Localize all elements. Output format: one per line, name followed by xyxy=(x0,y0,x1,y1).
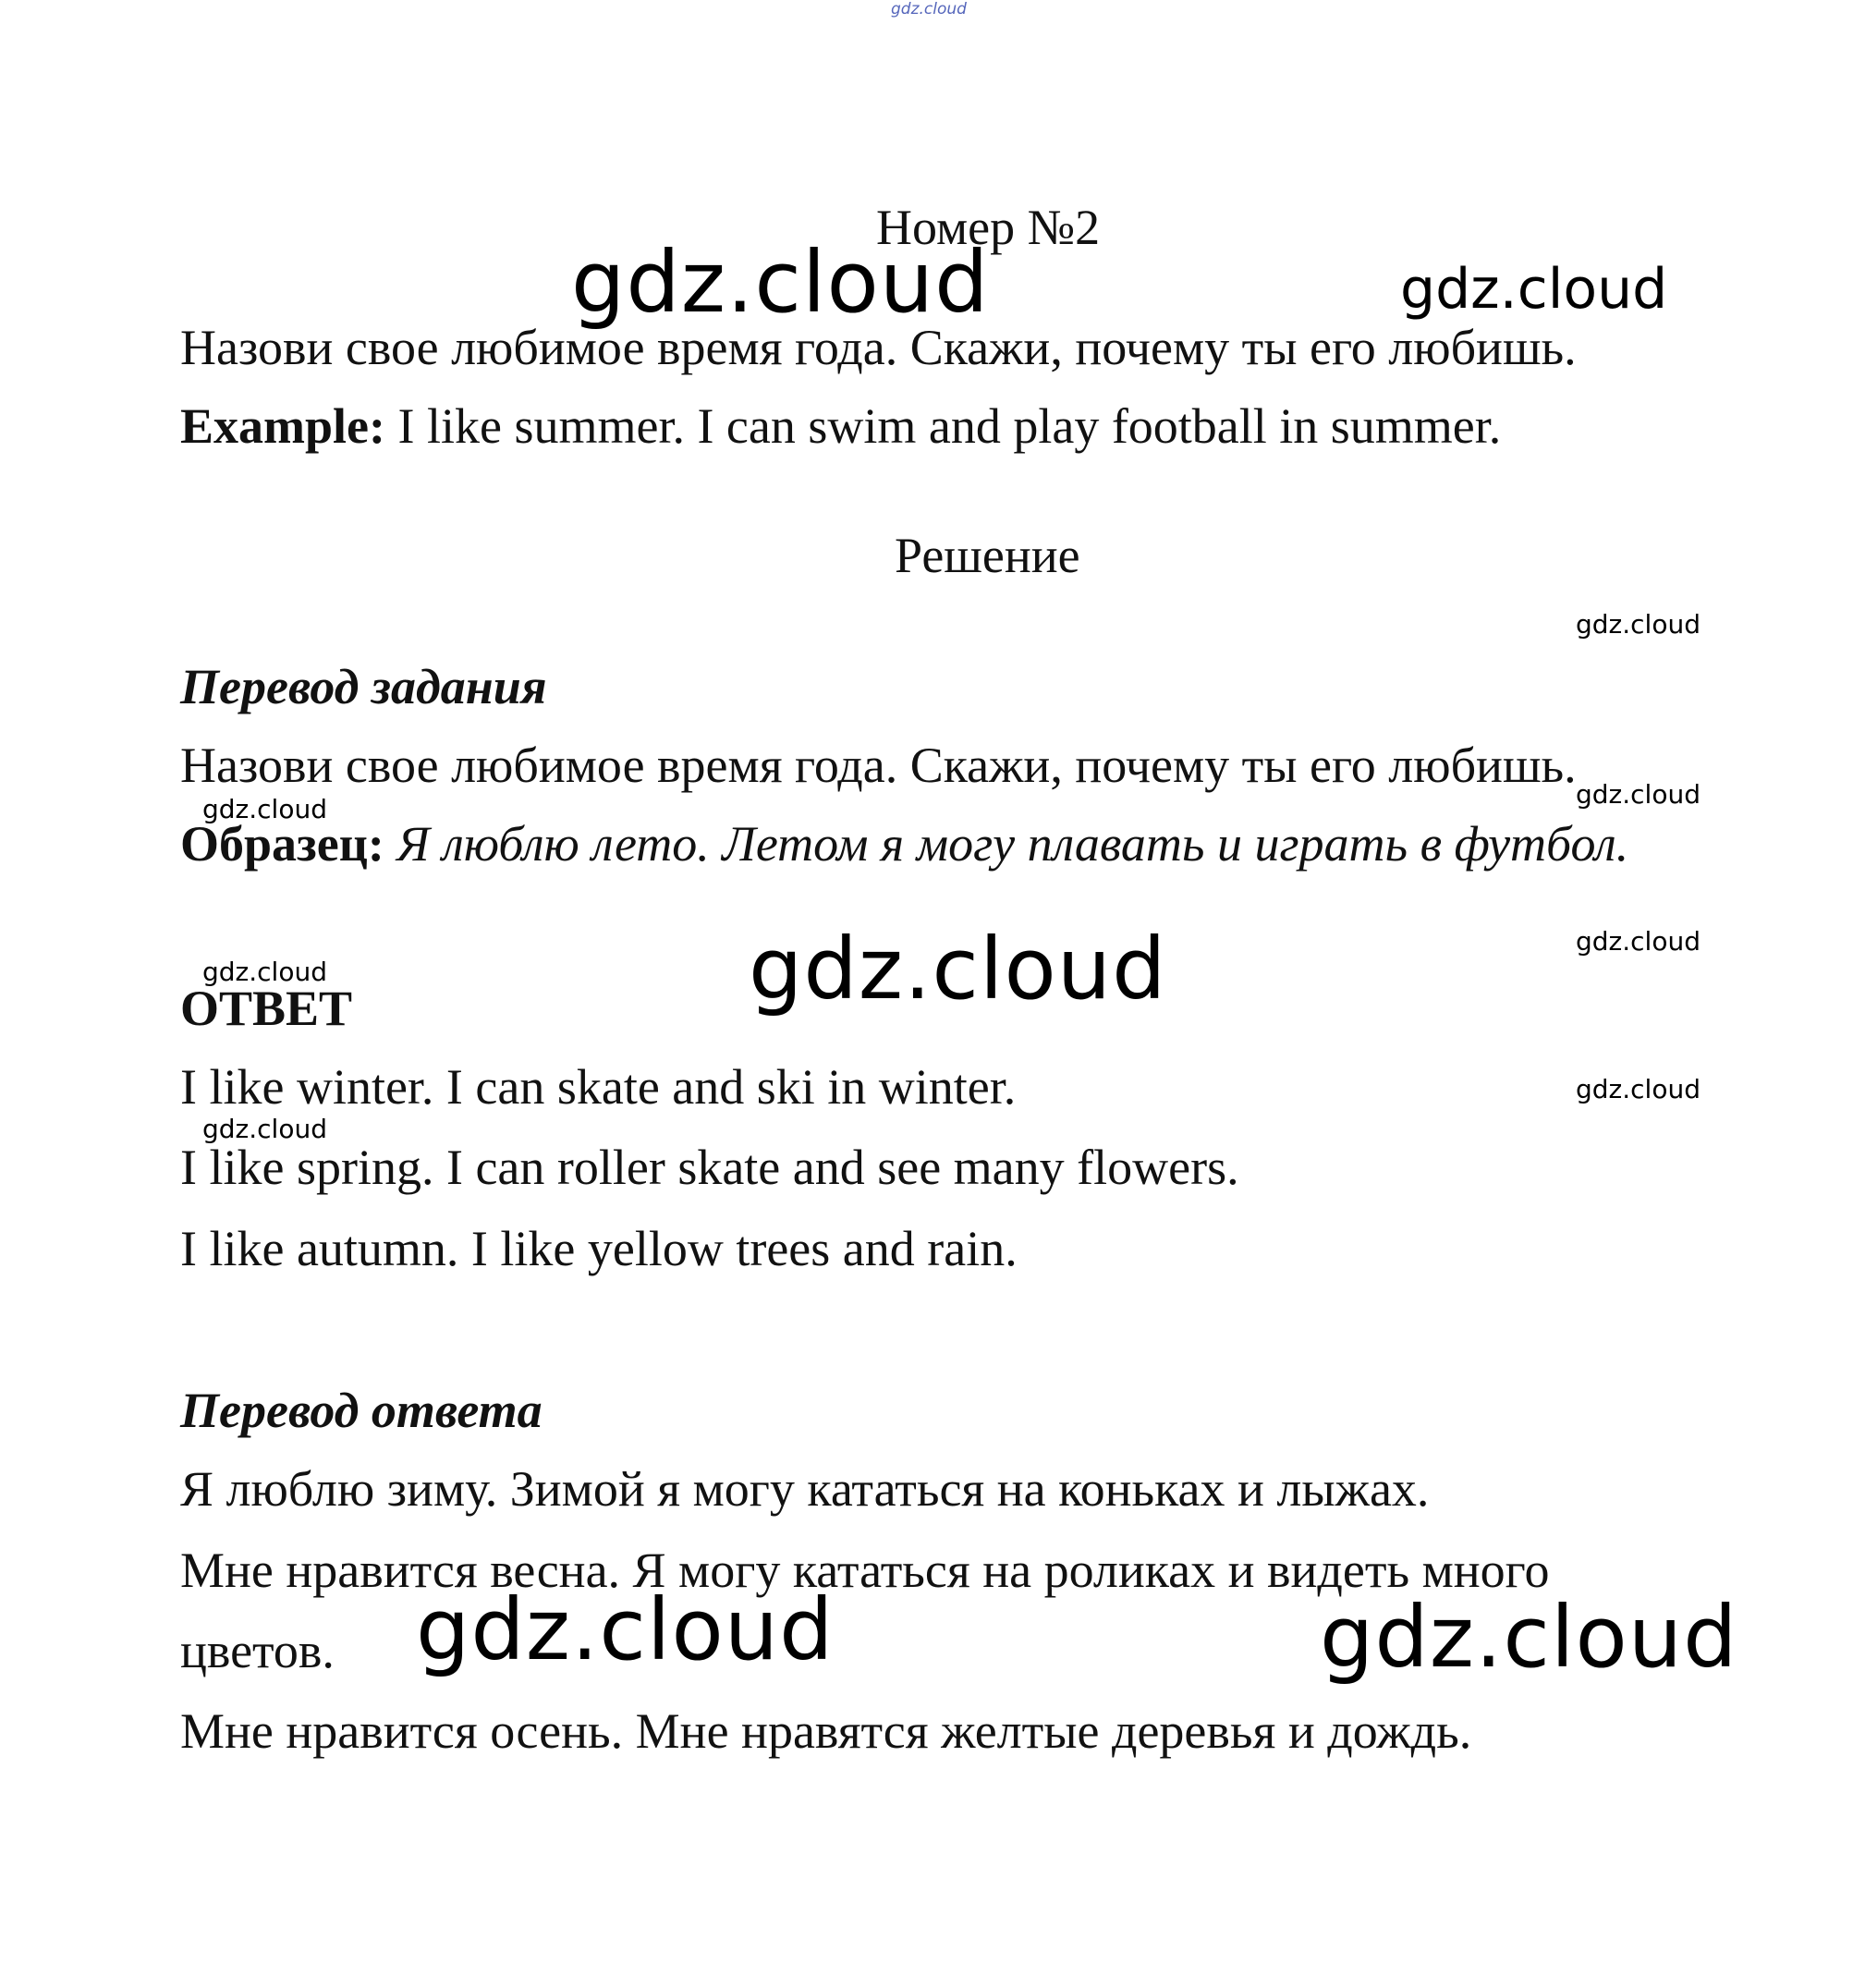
sample-text: Я люблю лето. Летом я могу плавать и играть в футбол. xyxy=(396,816,1629,872)
task-translation-text: Назови свое любимое время года. Скажи, почему ты его любишь. xyxy=(180,738,1577,793)
answer-heading: ОТВЕТ xyxy=(180,981,353,1036)
watermark: gdz.cloud xyxy=(202,794,327,824)
watermark: gdz.cloud xyxy=(1400,257,1668,322)
solution-heading: Решение xyxy=(895,528,1080,583)
watermark: gdz.cloud xyxy=(1576,609,1701,640)
watermark: gdz.cloud xyxy=(1576,779,1701,810)
sample-label: Образец: xyxy=(180,816,384,872)
example-line xyxy=(180,397,1501,455)
task-text: Назови свое любимое время года. Скажи, почему ты его любишь. xyxy=(180,320,1577,375)
page-title: Номер №2 xyxy=(876,200,1101,255)
answer-line: I like winter. I can skate and ski in winter. xyxy=(180,1059,1017,1115)
watermark: gdz.cloud xyxy=(202,1114,327,1144)
answer-translation-line: цветов. xyxy=(180,1623,335,1678)
answer-translation-line: Мне нравится весна. Я могу кататься на роликах и видеть много xyxy=(180,1543,1550,1598)
example-label: Example: xyxy=(180,398,385,454)
answer-line: I like autumn. I like yellow trees and rain. xyxy=(180,1221,1018,1276)
sample-line xyxy=(180,815,1628,872)
answer-translation-line: Мне нравится осень. Мне нравятся желтые деревья и дождь. xyxy=(180,1703,1472,1759)
task-translation-heading: Перевод задания xyxy=(180,659,547,714)
watermark: gdz.cloud xyxy=(749,920,1167,1018)
example-text: I like summer. I can swim and play football in summer. xyxy=(397,398,1502,454)
watermark: gdz.cloud xyxy=(416,1580,835,1679)
answer-translation-line: Я люблю зиму. Зимой я могу кататься на коньках и лыжах. xyxy=(180,1461,1430,1517)
watermark: gdz.cloud xyxy=(1576,926,1701,957)
answer-translation-heading: Перевод ответа xyxy=(180,1383,542,1438)
answer-line: I like spring. I can roller skate and see many flowers. xyxy=(180,1140,1239,1195)
watermark: gdz.cloud xyxy=(571,233,990,332)
watermark: gdz.cloud xyxy=(1320,1588,1738,1687)
watermark: gdz.cloud xyxy=(1576,1074,1701,1104)
watermark: gdz.cloud xyxy=(202,957,327,987)
watermark-top: gdz.cloud xyxy=(891,0,967,18)
